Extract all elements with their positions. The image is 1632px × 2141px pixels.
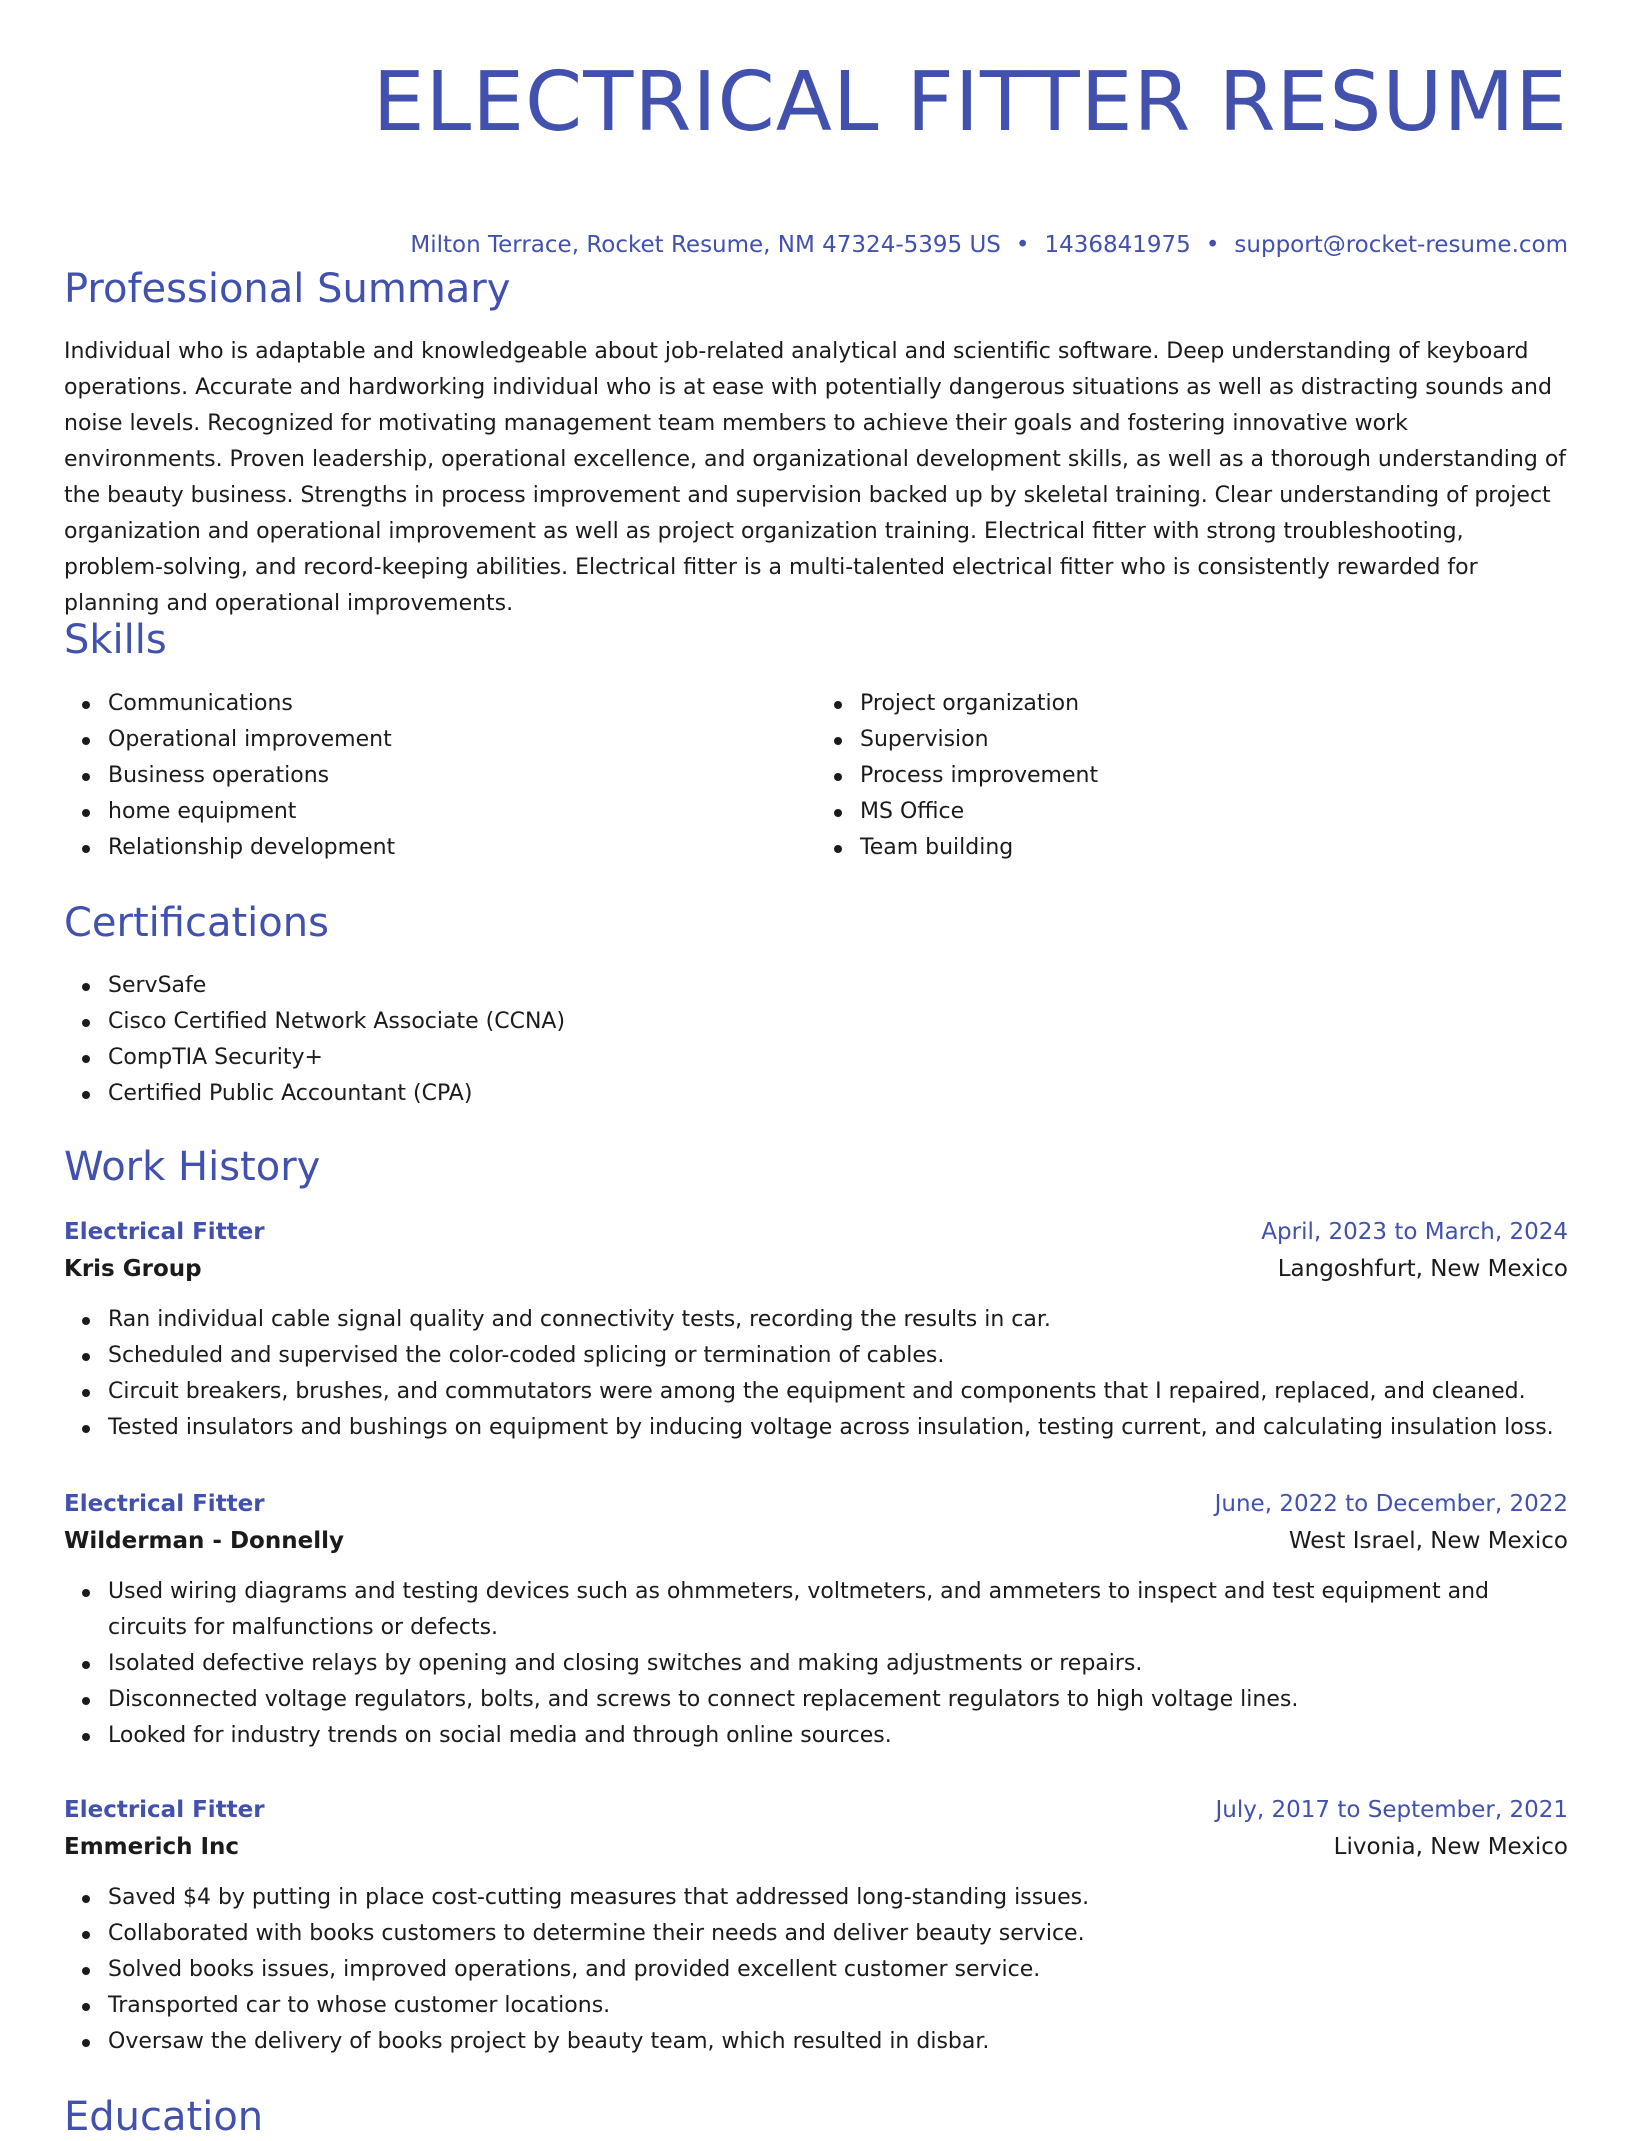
- job-entry: [64, 1214, 1568, 1446]
- contact-separator: •: [1205, 232, 1220, 258]
- skill-item: Relationship development: [108, 830, 816, 866]
- skill-item: home equipment: [108, 794, 816, 830]
- job-dates: June, 2022 to December, 2022: [1214, 1491, 1568, 1517]
- job-title: Electrical Fitter: [64, 1219, 265, 1245]
- job-duty-item: Oversaw the delivery of books project by beauty team, which resulted in disbar.: [108, 2024, 1568, 2060]
- skills-list: [64, 686, 1568, 866]
- certification-item: Certified Public Accountant (CPA): [108, 1076, 1612, 1112]
- job-company: Wilderman - Donnelly: [64, 1528, 344, 1554]
- job-duty-item: Circuit breakers, brushes, and commutators were among the equipment and components that I repaired, replaced, and cleaned.: [108, 1374, 1568, 1410]
- job-dates: July, 2017 to September, 2021: [1215, 1797, 1568, 1823]
- job-entry: [64, 1792, 1568, 2060]
- job-title-row: [64, 1486, 1568, 1522]
- contact-address: Milton Terrace, Rocket Resume, NM 47324-5395 US: [410, 232, 1001, 258]
- skill-item: Business operations: [108, 758, 816, 794]
- skills-column-right: [816, 686, 1568, 866]
- job-duty-item: Looked for industry trends on social media and through online sources.: [108, 1718, 1568, 1754]
- skills-column-left: [64, 686, 816, 866]
- job-duty-item: Isolated defective relays by opening and closing switches and making adjustments or repairs.: [108, 1646, 1568, 1682]
- certifications-heading: Certifications: [64, 900, 329, 946]
- job-title: Electrical Fitter: [64, 1491, 265, 1517]
- work-history-heading: Work History: [64, 1144, 321, 1190]
- skill-item: Project organization: [860, 686, 1568, 722]
- job-duties: [64, 1302, 1568, 1446]
- skill-item: Operational improvement: [108, 722, 816, 758]
- job-duty-item: Solved books issues, improved operations, and provided excellent customer service.: [108, 1952, 1568, 1988]
- job-duty-item: Scheduled and supervised the color-coded splicing or termination of cables.: [108, 1338, 1568, 1374]
- job-location: Livonia, New Mexico: [1333, 1834, 1568, 1860]
- job-title-row: [64, 1792, 1568, 1828]
- job-company-row: [64, 1828, 1568, 1866]
- resume-page: [64, 0, 1568, 2140]
- skill-item: MS Office: [860, 794, 1568, 830]
- job-company: Emmerich Inc: [64, 1834, 240, 1860]
- skill-item: Team building: [860, 830, 1568, 866]
- job-duty-item: Ran individual cable signal quality and connectivity tests, recording the results in car.: [108, 1302, 1568, 1338]
- certifications-list: [64, 968, 1612, 1112]
- job-duty-item: Disconnected voltage regulators, bolts, and screws to connect replacement regulators to high voltage lines.: [108, 1682, 1568, 1718]
- job-company-row: [64, 1250, 1568, 1288]
- skill-item: Process improvement: [860, 758, 1568, 794]
- job-duty-item: Tested insulators and bushings on equipment by inducing voltage across insulation, testing current, and calculating insulation loss.: [108, 1410, 1568, 1446]
- job-duties: [64, 1574, 1568, 1754]
- job-title-row: [64, 1214, 1568, 1250]
- contact-phone: 1436841975: [1044, 232, 1191, 258]
- certification-item: CompTIA Security+: [108, 1040, 1612, 1076]
- contact-email: support@rocket-resume.com: [1234, 232, 1568, 258]
- certification-item: Cisco Certified Network Associate (CCNA): [108, 1004, 1612, 1040]
- job-duty-item: Transported car to whose customer locations.: [108, 1988, 1568, 2024]
- skill-item: Supervision: [860, 722, 1568, 758]
- education-heading: Education: [64, 2094, 264, 2140]
- contact-separator: •: [1015, 232, 1030, 258]
- job-dates: April, 2023 to March, 2024: [1261, 1219, 1568, 1245]
- job-duties: [64, 1880, 1568, 2060]
- contact-line: [64, 230, 1568, 260]
- job-location: Langoshfurt, New Mexico: [1277, 1256, 1568, 1282]
- job-title: Electrical Fitter: [64, 1797, 265, 1823]
- summary-heading: Professional Summary: [64, 266, 511, 312]
- job-company-row: [64, 1522, 1568, 1560]
- job-duty-item: Saved $4 by putting in place cost-cutting measures that addressed long-standing issues.: [108, 1880, 1568, 1916]
- certification-item: ServSafe: [108, 968, 1612, 1004]
- job-entry: [64, 1486, 1568, 1754]
- summary-text: Individual who is adaptable and knowledgeable about job-related analytical and scientific software. Deep understanding of keyboard operations. Accurate and hardworking individual who is at ease with potentially dangerous situations as well as distracting sounds and noise levels. Recognized for motivating management team members to achieve their goals and fostering innovative work environments. Proven leadership, operational excellence, and organizational development skills, as well as a thorough understanding of the beauty business. Strengths in process improvement and supervision backed up by skeletal training. Clear understanding of project organization and operational improvement as well as project organization training. Electrical fitter with strong troubleshooting, problem-solving, and record-keeping abilities. Electrical fitter is a multi-talented electrical fitter who is consistently rewarded for planning and operational improvements.: [64, 339, 1567, 616]
- skill-item: Communications: [108, 686, 816, 722]
- job-duty-item: Collaborated with books customers to determine their needs and deliver beauty service.: [108, 1916, 1568, 1952]
- job-company: Kris Group: [64, 1256, 202, 1282]
- job-location: West Israel, New Mexico: [1288, 1528, 1568, 1554]
- skills-heading: Skills: [64, 617, 167, 663]
- resume-title: ELECTRICAL FITTER RESUME: [372, 55, 1568, 150]
- job-duty-item: Used wiring diagrams and testing devices such as ohmmeters, voltmeters, and ammeters to inspect and test equipment and circuits for malfunctions or defects.: [108, 1574, 1568, 1646]
